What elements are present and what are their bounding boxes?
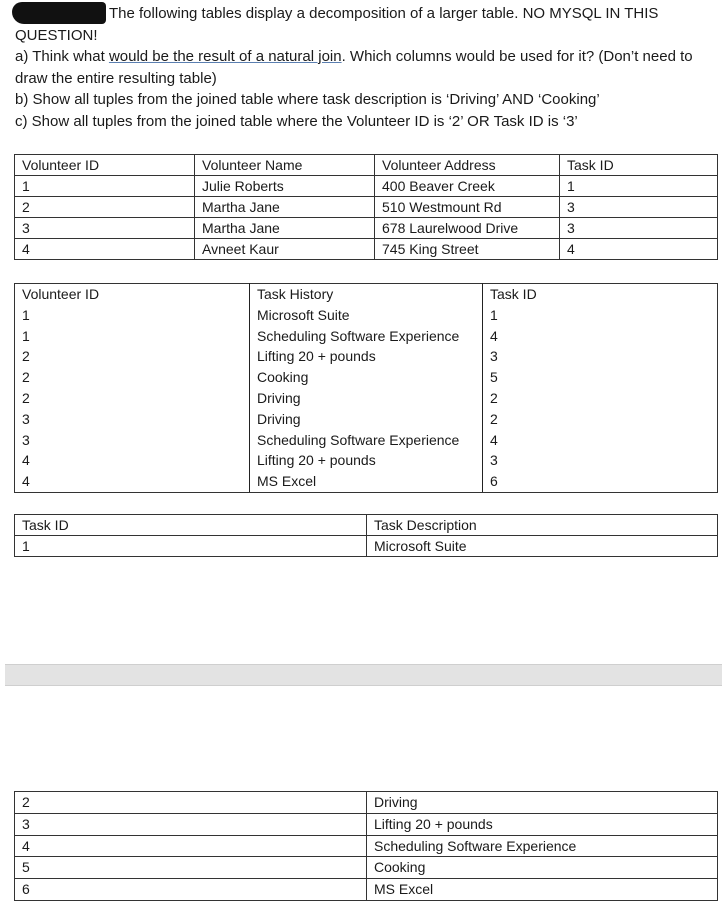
table-cell: 3: [483, 346, 718, 367]
table-cell: 3: [560, 197, 718, 218]
table-cell: 3: [15, 409, 250, 430]
table-row: [15, 388, 718, 409]
table-row: [15, 176, 718, 197]
table-cell: Cooking: [367, 857, 718, 879]
header-task-id: Task ID: [15, 515, 367, 536]
table-cell: Lifting 20 + pounds: [367, 813, 718, 835]
table-row: [15, 326, 718, 347]
table-cell: 5: [15, 857, 367, 879]
table-cell: 4: [560, 239, 718, 260]
table-cell: 1: [15, 536, 367, 557]
header-volunteer-id: Volunteer ID: [15, 284, 250, 305]
table-row: [15, 367, 718, 388]
table-cell: 2: [15, 388, 250, 409]
table-row: [15, 792, 718, 814]
table-cell: Microsoft Suite: [367, 536, 718, 557]
table-cell: 1: [483, 305, 718, 326]
table-cell: 3: [15, 430, 250, 451]
table-row: [15, 857, 718, 879]
table-cell: 1: [560, 176, 718, 197]
header-volunteer-id: Volunteer ID: [15, 155, 195, 176]
page-break-separator: [5, 664, 722, 686]
question-text: [15, 3, 715, 132]
table-row: [15, 430, 718, 451]
table-cell: Driving: [250, 388, 483, 409]
table-cell: Avneet Kaur: [195, 239, 375, 260]
table-row: [15, 450, 718, 471]
table-cell: Martha Jane: [195, 197, 375, 218]
table-cell: 1: [15, 176, 195, 197]
table-cell: 2: [483, 388, 718, 409]
header-task-id: Task ID: [483, 284, 718, 305]
question-a: [15, 46, 715, 89]
natural-join-phrase: would be the result of a natural join: [108, 48, 342, 65]
table-cell: 1: [15, 305, 250, 326]
tasks-table: [14, 514, 718, 557]
table-cell: Julie Roberts: [195, 176, 375, 197]
table-cell: 400 Beaver Creek: [375, 176, 560, 197]
table-cell: Scheduling Software Experience: [250, 430, 483, 451]
table-cell: Microsoft Suite: [250, 305, 483, 326]
table-header-row: [15, 515, 718, 536]
header-volunteer-address: Volunteer Address: [375, 155, 560, 176]
question-c: c) Show all tuples from the joined table where the Volunteer ID is ‘2’ OR Task ID is ‘3’: [15, 112, 578, 130]
table-row: [15, 218, 718, 239]
table-row: [15, 813, 718, 835]
table-cell: 5: [483, 367, 718, 388]
header-task-history: Task History: [250, 284, 483, 305]
table-cell: Driving: [367, 792, 718, 814]
table-cell: Driving: [250, 409, 483, 430]
table-cell: 4: [15, 450, 250, 471]
table-cell: 745 King Street: [375, 239, 560, 260]
table-cell: Scheduling Software Experience: [250, 326, 483, 347]
table-row: [15, 536, 718, 557]
table-cell: 3: [560, 218, 718, 239]
header-volunteer-name: Volunteer Name: [195, 155, 375, 176]
table-cell: 4: [483, 430, 718, 451]
table-row: [15, 471, 718, 492]
table-row: [15, 835, 718, 857]
table-cell: Martha Jane: [195, 218, 375, 239]
table-row: [15, 879, 718, 901]
table-row: [15, 239, 718, 260]
table-cell: Cooking: [250, 367, 483, 388]
intro-line: The following tables display a decomposition of a larger table. NO MYSQL IN THIS QUESTION!: [15, 5, 659, 44]
table-cell: 2: [15, 367, 250, 388]
table-cell: 6: [483, 471, 718, 492]
table-cell: 510 Westmount Rd: [375, 197, 560, 218]
table-cell: Lifting 20 + pounds: [250, 450, 483, 471]
question-b: b) Show all tuples from the joined table where task description is ‘Driving’ AND ‘Cooking’: [15, 91, 600, 108]
table-cell: 3: [15, 813, 367, 835]
table-row: [15, 409, 718, 430]
table-cell: 4: [15, 239, 195, 260]
table-cell: 4: [15, 835, 367, 857]
table-cell: 2: [15, 792, 367, 814]
table-header-row: [15, 155, 718, 176]
table-cell: MS Excel: [250, 471, 483, 492]
table-cell: 4: [15, 471, 250, 492]
table-cell: 4: [483, 326, 718, 347]
table-cell: 3: [15, 218, 195, 239]
header-task-id: Task ID: [560, 155, 718, 176]
question-a-suffix: . Which columns would be used for it? (Don’t need to draw the entire resulting table): [15, 48, 693, 87]
table-row: [15, 346, 718, 367]
table-cell: 1: [15, 326, 250, 347]
table-cell: Lifting 20 + pounds: [250, 346, 483, 367]
table-row: [15, 305, 718, 326]
table-cell: 2: [15, 197, 195, 218]
task-history-table: [14, 283, 718, 493]
table-row: [15, 197, 718, 218]
tasks-table-continued: [14, 791, 718, 901]
table-header-row: [15, 284, 718, 305]
table-cell: 6: [15, 879, 367, 901]
volunteers-table: [14, 154, 718, 260]
table-cell: 2: [15, 346, 250, 367]
table-cell: Scheduling Software Experience: [367, 835, 718, 857]
table-cell: 2: [483, 409, 718, 430]
table-cell: 3: [483, 450, 718, 471]
table-cell: 678 Laurelwood Drive: [375, 218, 560, 239]
question-a-prefix: a) Think what: [15, 48, 109, 65]
header-task-description: Task Description: [367, 515, 718, 536]
table-cell: MS Excel: [367, 879, 718, 901]
